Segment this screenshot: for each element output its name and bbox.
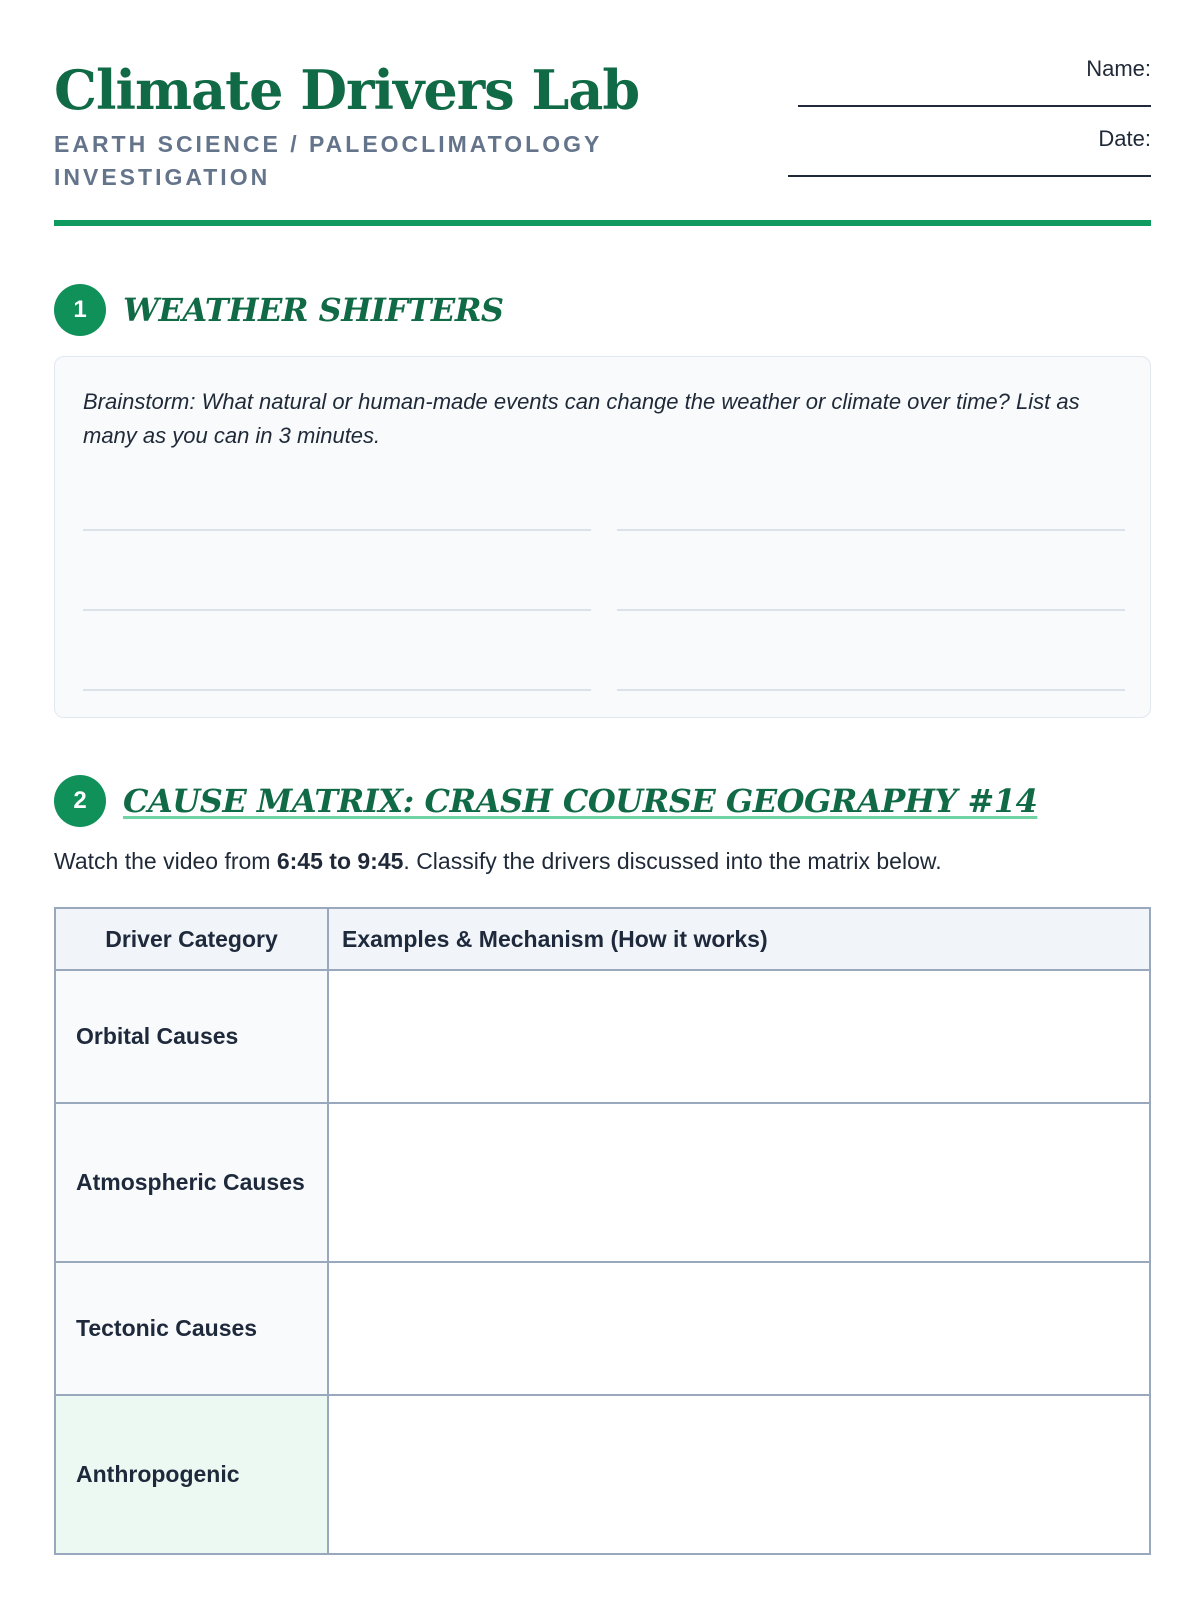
category-cell: Orbital Causes <box>55 970 328 1103</box>
answer-cell[interactable] <box>328 1103 1150 1262</box>
cause-matrix-table <box>54 907 1151 1555</box>
answer-line[interactable] <box>83 529 591 531</box>
category-cell: Tectonic Causes <box>55 1262 328 1395</box>
column-header-examples: Examples & Mechanism (How it works) <box>328 908 1150 970</box>
brainstorm-prompt: Brainstorm: What natural or human-made events can change the weather or climate over time? List as many as you can in 3 minutes. <box>83 389 1080 448</box>
answer-cell[interactable] <box>328 970 1150 1103</box>
page-subtitle: EARTH SCIENCE / PALEOCLIMATOLOGY INVESTIGATION <box>54 131 602 190</box>
table-row <box>55 970 1150 1103</box>
table-row <box>55 1103 1150 1262</box>
section-2-heading <box>54 775 1151 827</box>
time-range: 6:45 to 9:45 <box>276 848 404 874</box>
column-header-category: Driver Category <box>55 908 328 970</box>
name-label: Name: <box>1086 56 1151 81</box>
answer-line[interactable] <box>83 689 591 691</box>
video-instructions <box>54 848 942 875</box>
answer-line[interactable] <box>617 609 1125 611</box>
instructions-text: Watch the video from <box>54 848 277 874</box>
answer-line[interactable] <box>617 689 1125 691</box>
answer-line[interactable] <box>83 609 591 611</box>
date-label: Date: <box>1098 126 1151 151</box>
name-field[interactable] <box>798 85 1151 107</box>
section-1-title: WEATHER SHIFTERS <box>123 291 504 329</box>
category-cell: Atmospheric Causes <box>55 1103 328 1262</box>
brainstorm-box <box>54 356 1151 718</box>
worksheet-header <box>54 0 1151 228</box>
answer-cell[interactable] <box>328 1395 1150 1554</box>
section-1-heading <box>54 284 1151 336</box>
video-link-title[interactable]: CAUSE MATRIX: CRASH COURSE GEOGRAPHY #14 <box>123 782 1038 820</box>
answer-line[interactable] <box>617 529 1125 531</box>
category-cell: Anthropogenic <box>55 1395 328 1554</box>
table-row <box>55 1395 1150 1554</box>
section-1-number-badge: 1 <box>54 284 106 336</box>
answer-cell[interactable] <box>328 1262 1150 1395</box>
date-field[interactable] <box>788 155 1151 177</box>
header-divider <box>54 220 1151 226</box>
table-row <box>55 1262 1150 1395</box>
instructions-text: . Classify the drivers discussed into the matrix below. <box>403 848 942 874</box>
table-header-row <box>55 908 1150 970</box>
section-2-number-badge: 2 <box>54 775 106 827</box>
worksheet-page <box>54 0 1151 1600</box>
student-info <box>771 55 1151 195</box>
page-title: Climate Drivers Lab <box>54 58 640 122</box>
